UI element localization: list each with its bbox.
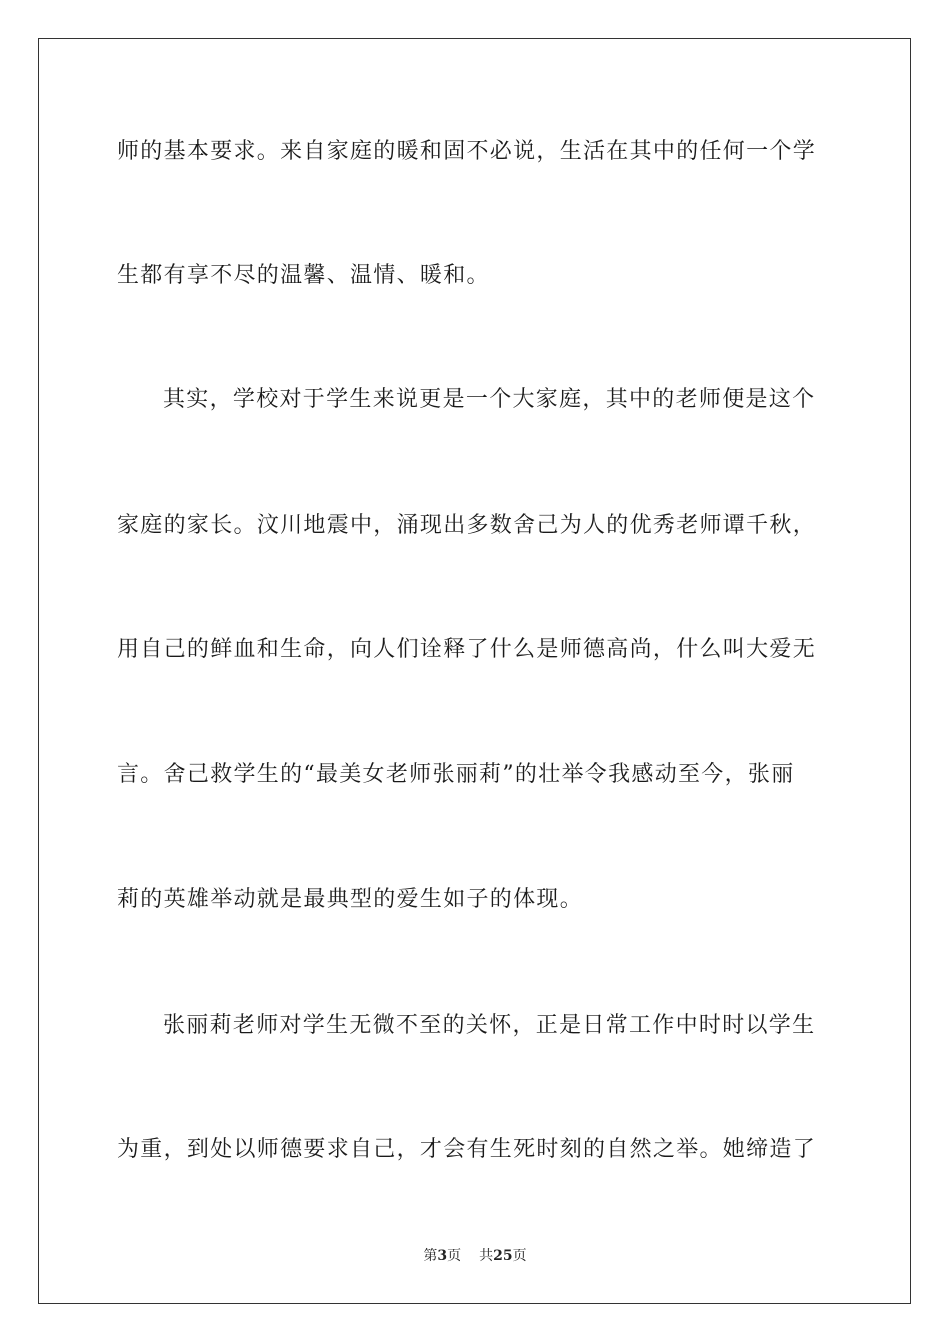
text-line: 生都有享不尽的温馨、温情、暖和。 bbox=[117, 263, 490, 288]
page-number: 3 bbox=[437, 1248, 448, 1264]
text-line: 张丽莉老师对学生无微不至的关怀，正是日常工作中时时以学生 bbox=[163, 1013, 816, 1038]
page-footer bbox=[0, 1247, 950, 1265]
text-line: 言。舍己救学生的“最美女老师张丽莉”的壮举令我感动至今，张丽 bbox=[117, 762, 795, 787]
total-prefix: 共 bbox=[479, 1248, 494, 1264]
text-line: 莉的英雄举动就是最典型的爱生如子的体现。 bbox=[117, 887, 584, 912]
total-suffix: 页 bbox=[512, 1248, 527, 1264]
page-frame bbox=[38, 38, 911, 1304]
text-line: 其实，学校对于学生来说更是一个大家庭，其中的老师便是这个 bbox=[163, 387, 816, 412]
text-line: 为重，到处以师德要求自己，才会有生死时刻的自然之举。她缔造了 bbox=[117, 1137, 817, 1162]
page-prefix: 第 bbox=[423, 1248, 438, 1264]
text-line: 用自己的鲜血和生命，向人们诠释了什么是师德高尚，什么叫大爱无 bbox=[117, 637, 817, 662]
page-suffix: 页 bbox=[447, 1248, 462, 1264]
total-pages: 25 bbox=[493, 1248, 513, 1264]
text-line: 家庭的家长。汶川地震中，涌现出多数舍己为人的优秀老师谭千秋， bbox=[117, 513, 817, 538]
text-line: 师的基本要求。来自家庭的暖和固不必说，生活在其中的任何一个学 bbox=[117, 139, 817, 164]
